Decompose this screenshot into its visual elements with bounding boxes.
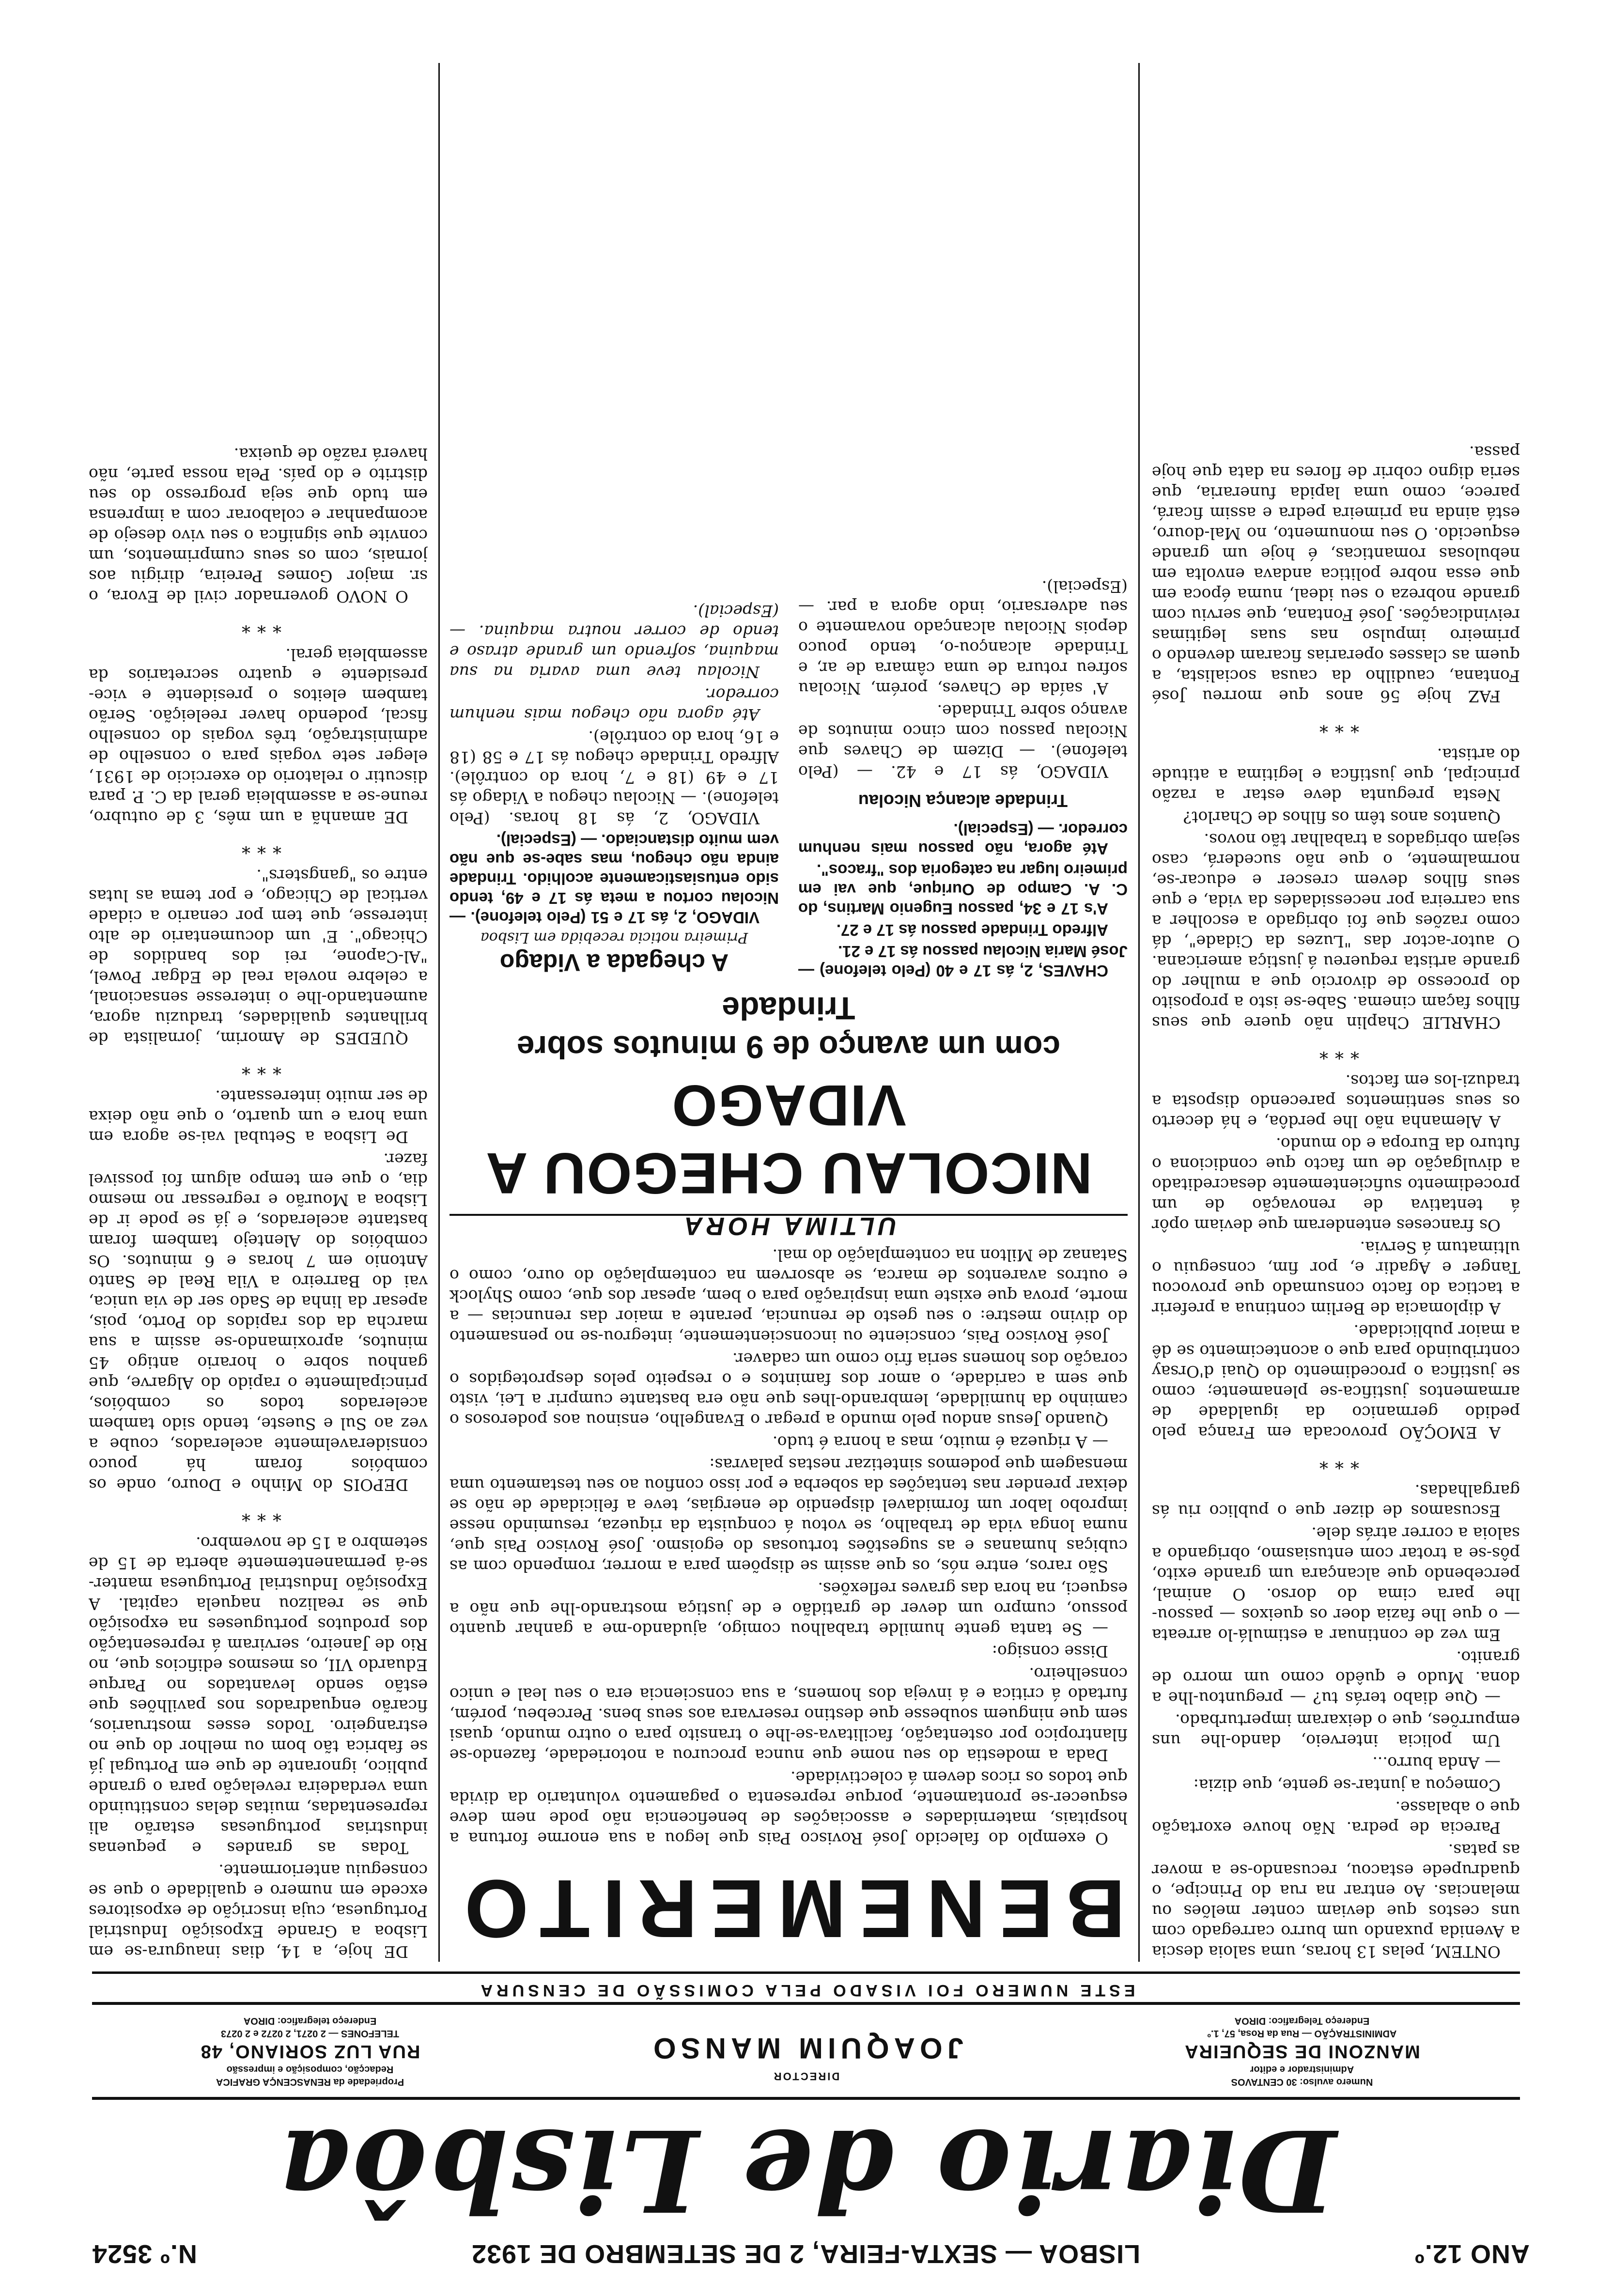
article-exposicao-2: Todas as grandes e pequenas industrias portuguesas estarão ali representadas, muitas delas constituindo uma verdadeira revelação para o grande publico, ignorante de que em Portugal já se fabrica tão bom ou melhor do que no estrangeiro. Todos esses mostruarios, ficarão enquadrados nos pavilhões que estão sendo levantados no Parque Eduardo VII, os mesmos edificios que, no Rio de Janeiro, serviram á representação dos produtos portugueses na exposição que se realizou naquela capital. A Exposição Industrial Portuguesa manter-se-á permanentemente aberta de 15 de setembro a 15 de novembro. bbox=[89, 1534, 428, 1858]
article-burro-7: Em vez de continuar a estimulá-lo arreata — o que lhe fazia doer os queixos — passou-lhe para cima do dorso. O animal, percebendo que alcançara um grande exito, pôs-se a trotar com entusiasmo, obrigando a saloia a correr atrás dele. bbox=[1152, 1524, 1520, 1644]
dateline: LISBOA — SEXTA-FEIRA, 2 DE SETEMBRO DE 1932 bbox=[471, 2239, 1141, 2268]
header-rule bbox=[92, 1971, 1520, 1974]
separator-stars: *** bbox=[235, 837, 281, 856]
owner-phones: TELEFONES — 2 0271, 2 0272 e 2 0273 bbox=[221, 2028, 399, 2039]
admin-info bbox=[1084, 2005, 1520, 2097]
article-fontana: FAZ hoje 56 anos que morreu José Fontana, caudilho da causa socialista, a quem as classes operarias ficaram devendo o primeiro impulso nas suas legitimas reivindicações. José Fontana, que serviu com grande nobreza o seu ideal, numa época em que essa nobre politica andava envolta em nebulosas romanticas, é hoje um grande esquecido. O seu monumento, no Mal-douro, está ainda na primeira pedra e assim ficará, parece, como uma lapida funeraria, que seria digno cobrir de flores na data que hoje passa. bbox=[1152, 443, 1520, 706]
dispatch-trindade: Alfredo Trindade passou ás 17 e 27. bbox=[836, 921, 1108, 939]
column-rule bbox=[438, 63, 440, 1962]
note-primeira: Primeira noticia recebida em Lisboa bbox=[480, 929, 748, 946]
article-burro-2: Parecia de pedra. Não houve exortação que o abalasse. bbox=[1152, 1798, 1520, 1837]
article-cp: DE amanhã a um mês, 3 de outubro, reune-se a assembleia geral da C. P. para discutir o relatorio do exercicio de 1931, eleger sete vogais para o conselho de administração, três vogais do conselho fiscal, podendo haver reeleição. Serão tambem eleitos o presidente e vice-presidente e quatro secretarios da assembleia geral. bbox=[89, 645, 428, 827]
owner-telegraph: Endereço telegrafico: DIROA bbox=[243, 2016, 377, 2026]
admin-role: Administrador e editor bbox=[1250, 2064, 1354, 2075]
column-rule bbox=[1138, 63, 1140, 1962]
benemerito-p5: São raros, entre nós, os que assim se dispõem para a morrer, rompendo com as cubiças humanas e as sugestões tortuosas do egoismo. José Rovisco Pais que, numa longa vida de trabalho, se votou á conquista da riqueza, resumindo nesse improbo labor um formidavel dispendio de energias, teve a felicidade de não se deixar prender nas tentações da soberba e por isso confiou ao seu testamento uma mensagem que podemos sintetizar nestas palavras: bbox=[450, 1455, 1128, 1576]
owner-role: Redacção, composição e impressão bbox=[226, 2064, 394, 2075]
owner-address: RUA LUZ SORIANO, 48 bbox=[200, 2041, 420, 2062]
subheadline-nicolau: com um avanço de 9 minutos sobre Trindade bbox=[516, 991, 1061, 1065]
column-left bbox=[1152, 63, 1520, 1962]
dispatch-none: Até agora, não passou mais nenhum corredor. — (Especial). bbox=[798, 821, 1128, 858]
nicolau-col-b bbox=[450, 574, 779, 980]
article-burro-1: ONTEM, pelas 13 horas, uma saloia descia a Avenida puxando um burro carregado com uns cestos que deviam conter melões ou melancias. Ao entrar na rua do Principe, o quadrupede estacou, recusando-se a mover as patas. bbox=[1152, 1841, 1520, 1961]
article-exposicao-1: DE hoje, a 14, dias inaugura-se em Lisboa a Grande Exposição Industrial Portuguesa, cuja inscrição de expositores excede em numero e qualidade o que se conseguiu anteriormente. bbox=[89, 1861, 428, 1961]
article-emocao-3: Os franceses entenderam que deviam opôr á tentativa de renovação de um procedimento suficientemente desacreditado a divulgação de um facto que condiciona o futuro da Europa e do mundo. bbox=[1152, 1134, 1520, 1235]
benemerito-p8: José Rovisco Pais, consciente ou inconscientemente, integrou-se no pensamento do divino mestre: o seu gesto de renuncia, perante a maior das renuncias — a morte, prova que existe uma inspiração para o bem, apesar dos que, como Shylock e outros avarentos de marca, se absorvem na contemplação do ouro, como o Satanaz de Milton na contemplação do mal. bbox=[450, 1246, 1128, 1346]
separator-stars: *** bbox=[235, 1057, 281, 1077]
price-label: Numero avulso: 30 CENTAVOS bbox=[1231, 2077, 1373, 2087]
admin-telegraph: Endereço Telegrafico: DIROA bbox=[1234, 2016, 1370, 2026]
column-center bbox=[450, 63, 1128, 1962]
admin-address: ADMINISTRAÇÃO — Rua da Rosa, 57, 1.º bbox=[1207, 2028, 1397, 2039]
article-comboios-1: DEPOIS do Minho e Douro, onde os combóios foram há pouco consideravelmente acelerados, coube a vez ao Sul e Sueste, tendo sido tambem acelerados todos os combóios, principalmente o rapido do Algarve, que ganhou sobre o horario antigo 45 minutos, aproximando-se assim a sua marcha da dos rapidos do Porto, pois, apesar da linha de Sado ser de via unica, vai do Barreiro a Vila Real de Santo Antonio em 7 horas e 6 minutos. Os combóios do Alentejo tambem foram bastante acelerados, e já se pode ir de Lisboa a Mourão e regressar no mesmo dia, o que em tempo algum foi possivel fazer. bbox=[89, 1150, 428, 1494]
separator-stars: *** bbox=[1313, 1042, 1359, 1062]
article-burro-8: Escusamos de dizer que o publico riu ás gargalhadas. bbox=[1152, 1481, 1520, 1520]
article-emocao-4: A Alemanha não lhe perdôa, e há decerto os seus sentimentos parecendo disposta a traduzi-los em factos. bbox=[1152, 1071, 1520, 1131]
article-capone: QUEDES de Amorim, jornalista de brilhantes qualidades, traduziu agora, aumentando-lhe o interesse sensacional, a celebre novela real de Edgar Powel, "Al-Capone, rei dos bandidos de Chicago". E' um documentario de alto interesse, que tem por cenario a cidade vertical de Chicago, e por tema as lutas entre os "gangsters". bbox=[89, 866, 428, 1048]
separator-stars: *** bbox=[1313, 715, 1359, 735]
separator-stars: *** bbox=[235, 1504, 281, 1524]
article-governador: O NOVO governador civil de Evora, o sr. major Gomes Pereira, dirigiu aos jornais, com os seus cumprimentos, um convite que significa o seu vivo desejo de acompanhar e colaborar com a imprensa em tudo que seja progresso do seu distrito e do país. Pela nossa parte, não haverá razão de queixa. bbox=[89, 445, 428, 606]
dispatch-avaria: Nicolau teve uma avaria na sua maquina, sofrendo um grande atraso e tendo de correr noutra maquina. — (Especial). bbox=[450, 602, 779, 682]
benemerito-p7: Quando Jesus andou pelo mundo a pregar o Evangelho, ensinou aos poderosos o caminho da humildade, lembrando-lhes que não era bastante cumprir a Lei, visto que sem a caridade, o amor dos famintos e o respeito pelos desprotegidos o coração dos homens seria frio como um cadaver. bbox=[450, 1350, 1128, 1429]
dispatch-vidago-18: VIDAGO, 2, ás 18 horas. (Pelo telefone). — Nicolau chegou a Vidago ás 17 e 49 (18 e 7, hora do contrôle). Alfredo Trindade chegou ás 17 e 58 (18 e 16, hora do contrôle). bbox=[450, 728, 779, 828]
column-right bbox=[89, 63, 428, 1962]
headline-benemerito: BENEMERITO bbox=[451, 1862, 1126, 1955]
masthead-topline bbox=[92, 2237, 1530, 2271]
dispatch-vidago-1742: VIDAGO, ás 17 e 42. — (Pelo telefone). — Dizem de Chaves que Nicolau passou com cinco minutos de avanço sobre Trindade. bbox=[798, 701, 1128, 781]
nicolau-col-a bbox=[798, 574, 1128, 980]
separator-stars: *** bbox=[235, 616, 281, 636]
issue-number: N.º 3524 bbox=[92, 2239, 197, 2268]
masthead-infobar bbox=[92, 2002, 1520, 2100]
dispatch-nenhum: Até agora não chegou mais nenhum corredor. bbox=[450, 685, 779, 724]
dispatch-martins: A's 17 e 34, passou Eugenio Martins, do C. A. Campo de Ourique, que vai em primeiro lugar na categoria dos "fracos". bbox=[798, 861, 1128, 918]
article-emocao-1: A EMOÇÃO provocada em França pelo pedido germanico da igualdade de armamentos justifica-se plenamente; como se justifica o procedimento do Quai d'Orsay contribuindo para que o acontecimento se dê a maior publicidade. bbox=[1152, 1321, 1520, 1442]
director-label: DIRECTOR bbox=[772, 2070, 840, 2082]
article-burro-6: — Que diabo terás tu? — preguntou-lhe a dona. Mudo e quêdo como um morro de granito. bbox=[1152, 1648, 1520, 1707]
admin-name: MANZONI DE SEQUEIRA bbox=[1184, 2041, 1420, 2062]
subhead-trindade: Trindade alcança Nicolau bbox=[858, 791, 1068, 811]
director-info bbox=[588, 2005, 1024, 2097]
benemerito-p4: — Se tanta gente humilde trabalhou comigo, ajudando-me a ganhar quanto possuo, cumpro um dever de gratidão e de justiça mostrando-lhe que não a esqueci, na hora das graves reflexões. bbox=[450, 1579, 1128, 1639]
article-chaplin-1: CHARLIE Chaplin não quere que seus filhos façam cinema. Sabe-se isto a proposito do processo de divorcio que a mulher do grande artista requereu á justiça americana. O autor-actor das "Luzes da Cidade", dá como razões que foi obrigado a escolher a sua carreira por necessidades da vida, e que seus filhos devem crescer e educar-se, normalmente, o que não sucederá, caso sejam obrigados a trabalhar tão novos. bbox=[1152, 830, 1520, 1032]
benemerito-p6: — A riqueza é muito, mas a honra é tudo. bbox=[772, 1433, 1108, 1452]
dispatch-rotura: A' saída de Chaves, porém, Nicolau sofreu rotura de uma câmara de ar, e Trindade alcançou-o, tendo pouco depois Nicolau alcançado novamente o seu adversario, indo agora a par. — (Especial). bbox=[798, 577, 1128, 698]
director-name: JOAQUIM MANSO bbox=[648, 2032, 964, 2064]
article-comboios-2: De Lisboa a Setubal vai-se agora em uma hora e um quarto, o que não deixa de ser muito interessante. bbox=[89, 1087, 428, 1147]
subhead-chegada: A chegada a Vidago bbox=[499, 949, 729, 976]
ultima-hora-label: ULTIMA HORA bbox=[450, 1214, 1128, 1236]
benemerito-p3: Disse consigo: bbox=[992, 1642, 1108, 1661]
dispatch-chaves: CHAVES, 2, ás 17 e 40 (Pelo telefone) — José Maria Nicolau passou ás 17 e 21. bbox=[798, 943, 1128, 980]
article-burro-4: — Anda burro... bbox=[1372, 1753, 1501, 1772]
nicolau-columns bbox=[450, 574, 1128, 980]
owner-info bbox=[92, 2005, 528, 2097]
article-burro-3: Começou a juntar-se gente, que dizia: bbox=[1193, 1776, 1501, 1795]
headline-nicolau: NICOLAU CHEGOU A VIDAGO bbox=[484, 1073, 1093, 1206]
masthead-title: Diario de Lisbôa bbox=[276, 2104, 1336, 2236]
censorship-notice: ESTE NUMERO FOI VISADO PELA COMISSÃO DE CENSURA bbox=[477, 1981, 1135, 2000]
article-burro-5: Um policia interveio, dando-lhe uns empurrões, que o deixaram imperturbado. bbox=[1152, 1711, 1520, 1750]
benemerito-p2: Dada a modestia do seu nome que nunca procurou a notoriedade, fazendo-se filantropico por ostentação, facilitava-se-lhe o transito para o outro mundo, quasi sem que ninguem soubesse que destino reservara aos seus bens. Percebeu, porém, furtado á critica e á inveja dos homens, a sua consciencia era o seu leal e unico conselheiro. bbox=[450, 1664, 1128, 1765]
article-chaplin-2: Quantos anos têm os filhos de Charlot? bbox=[1183, 808, 1501, 827]
separator-stars: *** bbox=[1313, 1452, 1359, 1472]
dispatch-vidago-1751: VIDAGO, 2, ás 17 e 51 (Pelo telefone). — Nicolau cortou a meta ás 17 e 49, tendo sido entusiasticamente acolhido. Trindade ainda não chegou, mas sabe-se que não vem muito distanciado. — (Especial). bbox=[450, 831, 779, 927]
article-chaplin-3: Nesta pregunta deve estar a razão principal, que justifica e legitima a atitude do artista. bbox=[1152, 745, 1520, 805]
benemerito-p1: O exemplo do falecido José Rovisco Pais que legou a sua enorme fortuna a hospitais, maternidades e associações de beneficencia não pode nem deve esquecer-se prontamente, porque representa o pagamento voluntario da divida que todos os ricos devem á colectividade. bbox=[450, 1768, 1128, 1848]
owner-label: Propriedade da RENASCENÇA GRAFICA bbox=[216, 2077, 404, 2087]
article-emocao-2: A diplomacia de Berlim continua a preferir a tactica do facto consumado que provocou Tanger e Agadir e, por fim, conseguiu o ultimatum á Servia. bbox=[1152, 1238, 1520, 1318]
year-label: ANO 12.º bbox=[1414, 2239, 1530, 2268]
